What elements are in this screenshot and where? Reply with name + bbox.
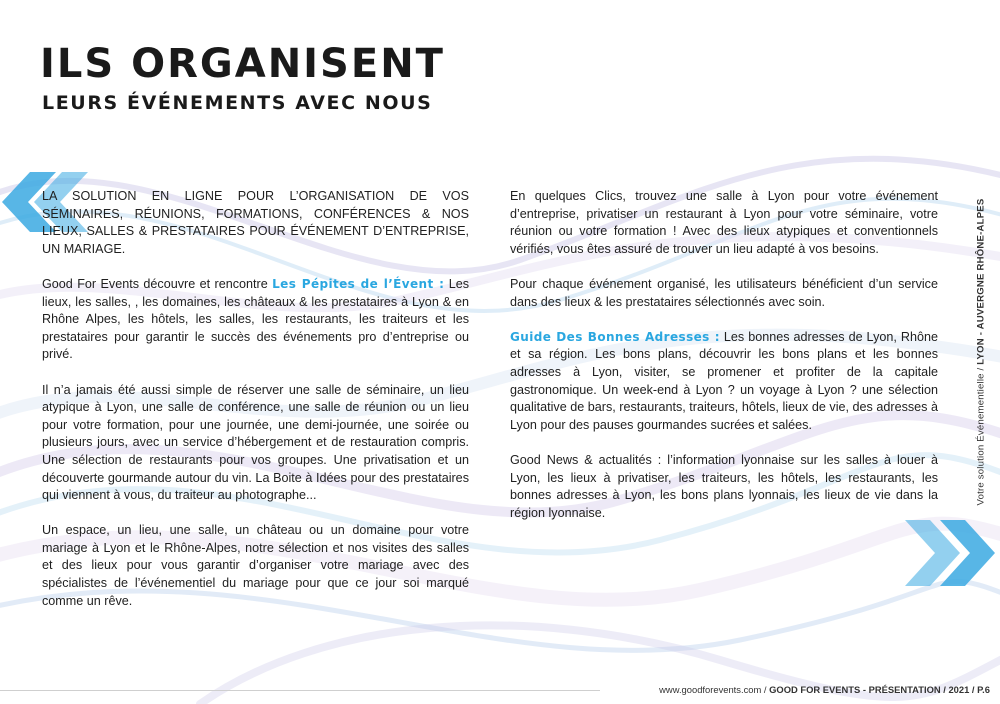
- pepites-paragraph: [42, 276, 469, 364]
- footer-divider: [0, 690, 600, 691]
- pepites-body-text: Les lieux, les salles, , les domaines, les châteaux & les prestataires à Lyon & en Rhône Alpes, les hôtels, les salles, les restaurants, les traiteurs et les prestataires pour garantir le succès des événements pro d’entreprise ou privé.: [42, 276, 470, 362]
- footer-website-link[interactable]: www.goodforevents.com /: [659, 684, 770, 695]
- clics-paragraph: En quelques Clics, trouvez une salle à Lyon pour votre événement d’entreprise, privatiser un restaurant à Lyon pour votre séminaire, votre réunion ou votre formation ! Avec des lieux atypiques et conventionnels vérifiés, vous êtes assuré de trouver un lieu adapté à vos besoins.: [510, 189, 938, 256]
- page-title: ILS ORGANISENT: [40, 41, 445, 87]
- reservation-paragraph: Il n’a jamais été aussi simple de réserver une salle de séminaire, un lieu atypique à Lyon, une salle de conférence, une salle de réunion ou un lieu pour votre formation, pour une journée, une demi-journée, une soirée ou plusieurs jours, avec un service d’hébergement et de restauration compris. Une sélection de restaurants pour vos groupes. Une privatisation et un découverte gourmande autour du vin. La Boite à Idées pour des prestataires qui viennent à vous, du traiteur au photographe...: [42, 382, 469, 503]
- guide-paragraph: [510, 329, 938, 435]
- service-paragraph: Pour chaque événement organisé, les utilisateurs bénéficient d’un service dans des lieux & les prestataires sélectionnés avec soin.: [510, 276, 938, 309]
- guide-highlight: Guide Des Bonnes Adresses :: [510, 329, 720, 344]
- right-column: [510, 188, 938, 540]
- news-paragraph: Good News & actualités : l’information lyonnaise sur les salles à louer à Lyon, les lieux à privatiser, les traiteurs, les hôtels, les restaurants, les bonnes adresses à Lyon, les bons plans lyonnais, les lieux de vie dans la région lyonnaise.: [510, 452, 938, 520]
- guide-body-text: Les bonnes adresses de Lyon, Rhône et sa région. Les bons plans, découvrir les bons plans et les bonnes adresses à Lyon, visiter, se promener et profiter de la capitale gastronomique. Un week-end à Lyon ? un voyage à Lyon ? une sélection qualitative de bars, restaurants, traiteurs, hôtels, lieux de vie, des adresses à Lyon pour des pauses gourmandes sucrées et salées.: [510, 329, 938, 432]
- footer-page-info: GOOD FOR EVENTS - PRÉSENTATION / 2021 / P.6: [769, 684, 990, 695]
- footer: [659, 684, 990, 695]
- pepites-intro-text: Good For Events découvre et rencontre: [42, 276, 273, 291]
- page-subtitle: LEURS ÉVÉNEMENTS AVEC NOUS: [42, 92, 433, 114]
- pepites-highlight: Les Pépites de l’Évent :: [272, 276, 445, 291]
- side-label-normal: Votre solution Événementielle /: [975, 364, 987, 506]
- intro-paragraph: LA SOLUTION EN LIGNE POUR L’ORGANISATION DE VOS SÉMINAIRES, RÉUNIONS, FORMATIONS, CONFÉRENCES & NOS LIEUX, SALLES & PRESTATAIRES POUR ÉVÉNEMENT D’ENTREPRISE, UN MARIAGE.: [42, 189, 469, 256]
- side-label: [976, 199, 987, 506]
- left-column: [42, 188, 469, 628]
- side-label-bold: LYON - AUVERGNE RHÔNE-ALPES: [975, 198, 987, 365]
- mariage-paragraph: Un espace, un lieu, une salle, un château ou un domaine pour votre mariage à Lyon et le Rhône-Alpes, notre sélection et nos visites des salles et des lieux pour vous garantir d’organiser votre mariage avec des spécialistes de l’événementiel du mariage pour que ce jour soi marqué comme un rêve.: [42, 523, 469, 608]
